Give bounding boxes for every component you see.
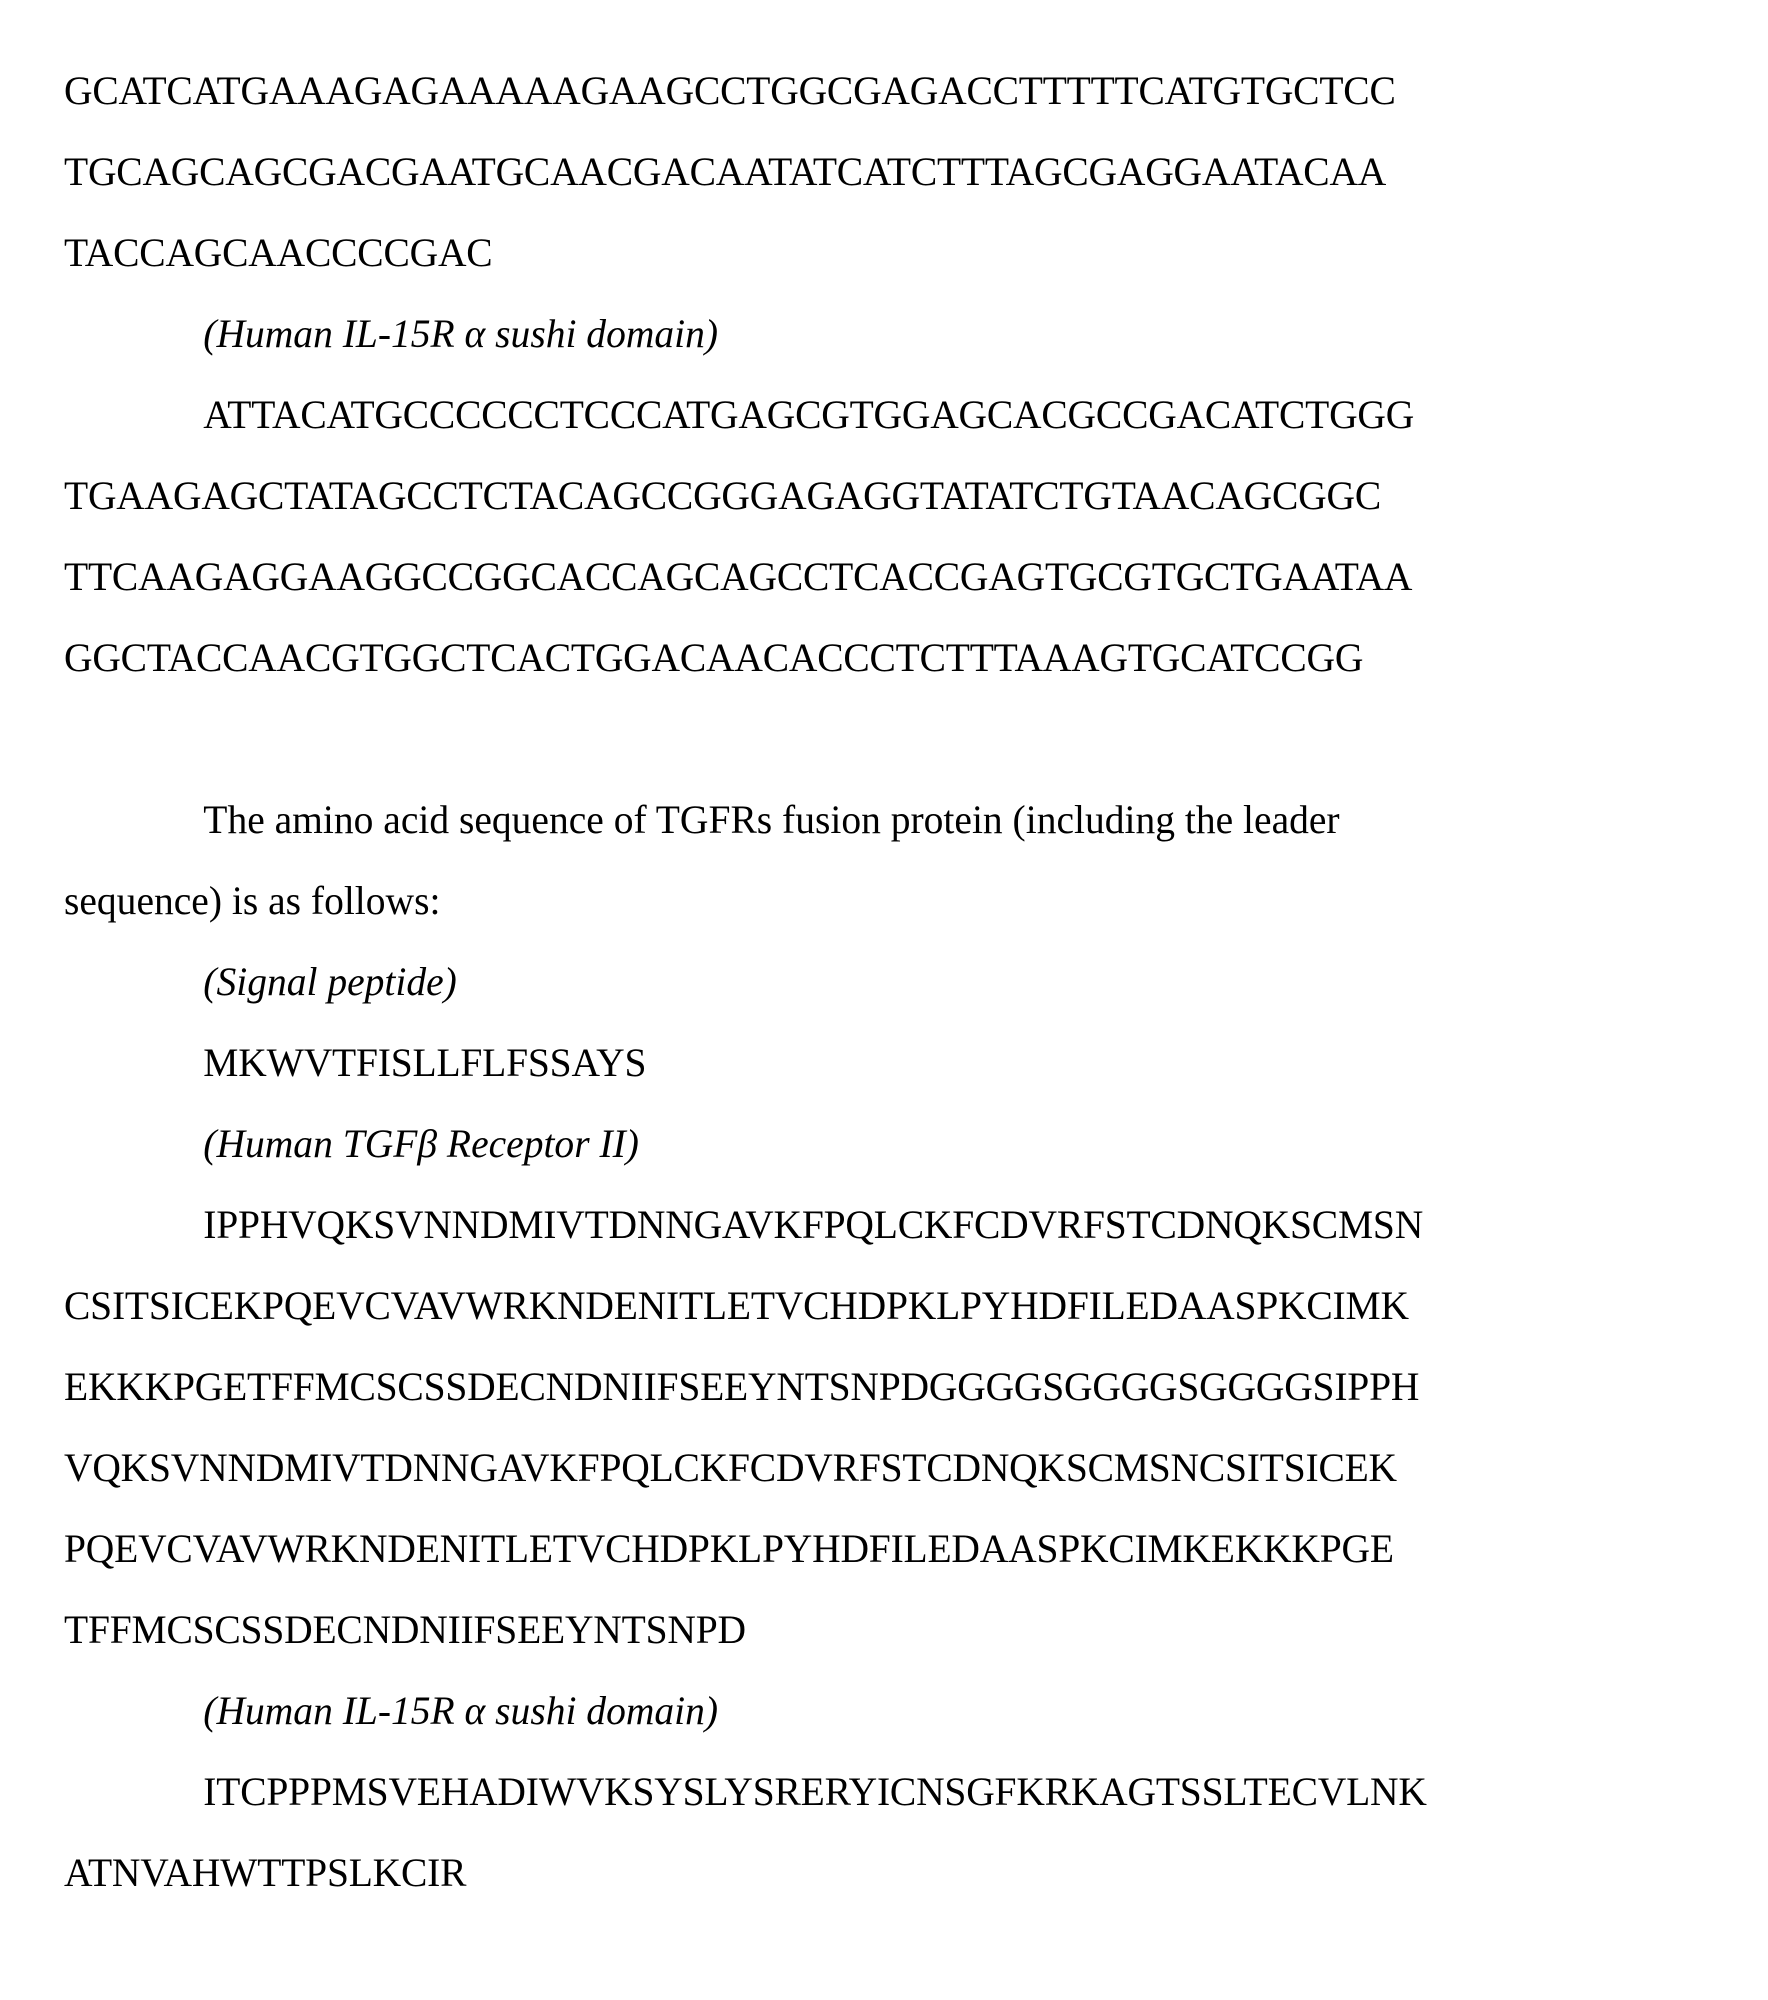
dna-il15ra-sushi-section xyxy=(64,293,1724,698)
protein-sequence-line: ITCPPPMSVEHADIWVKSYSLYSRERYICNSGFKRKAGTSSLTECVLNK xyxy=(203,1769,1427,1814)
protein-sequence-line: TFFMCSCSSDECNDNIIFSEEYNTSNPD xyxy=(64,1607,746,1652)
protein-sequence-line: MKWVTFISLLFLFSSAYS xyxy=(203,1040,647,1085)
tgfb-receptor-ii-section xyxy=(64,1103,1724,1670)
intro-paragraph xyxy=(64,779,1724,941)
dna-sequence-line: TGAAGAGCTATAGCCTCTACAGCCGGGAGAGGTATATCTGTAACAGCGGC xyxy=(64,473,1382,518)
dna-tgfb-receptor-tail xyxy=(64,50,1724,293)
document-page xyxy=(64,50,1724,1913)
protein-sequence-line: PQEVCVAVWRKNDENITLETVCHDPKLPYHDFILEDAASPKCIMKEKKKPGE xyxy=(64,1526,1394,1571)
dna-sequence-line: GGCTACCAACGTGGCTCACTGGACAACACCCTCTTTAAAGTGCATCCGG xyxy=(64,635,1364,680)
protein-sequence-line: CSITSICEKPQEVCVAVWRKNDENITLETVCHDPKLPYHDFILEDAASPKCIMK xyxy=(64,1283,1409,1328)
dna-sequence-line: ATTACATGCCCCCCTCCCATGAGCGTGGAGCACGCCGACATCTGGG xyxy=(203,392,1415,437)
paragraph-spacer xyxy=(64,698,1724,779)
protein-sequence-line: IPPHVQKSVNNDMIVTDNNGAVKFPQLCKFCDVRFSTCDNQKSCMSN xyxy=(203,1202,1424,1247)
paragraph-text: The amino acid sequence of TGFRs fusion protein (including the leader xyxy=(203,797,1340,842)
dna-sequence-line: TGCAGCAGCGACGAATGCAACGACAATATCATCTTTAGCGAGGAATACAA xyxy=(64,149,1387,194)
section-label: (Human IL-15R α sushi domain) xyxy=(203,311,719,356)
protein-sequence-line: ATNVAHWTTPSLKCIR xyxy=(64,1850,467,1895)
section-label: (Signal peptide) xyxy=(203,959,457,1004)
signal-peptide-section xyxy=(64,941,1724,1103)
dna-sequence-line: GCATCATGAAAGAGAAAAAGAAGCCTGGCGAGACCTTTTTCATGTGCTCC xyxy=(64,68,1396,113)
protein-il15ra-sushi-section xyxy=(64,1670,1724,1913)
protein-sequence-line: EKKKPGETFFMCSCSSDECNDNIIFSEEYNTSNPDGGGGSGGGGSGGGGSIPPH xyxy=(64,1364,1420,1409)
section-label: (Human TGFβ Receptor II) xyxy=(203,1121,639,1166)
paragraph-text: sequence) is as follows: xyxy=(64,878,441,923)
protein-sequence-line: VQKSVNNDMIVTDNNGAVKFPQLCKFCDVRFSTCDNQKSCMSNCSITSICEK xyxy=(64,1445,1397,1490)
section-label: (Human IL-15R α sushi domain) xyxy=(203,1688,719,1733)
dna-sequence-line: TTCAAGAGGAAGGCCGGCACCAGCAGCCTCACCGAGTGCGTGCTGAATAA xyxy=(64,554,1413,599)
dna-sequence-line: TACCAGCAACCCCGAC xyxy=(64,230,493,275)
